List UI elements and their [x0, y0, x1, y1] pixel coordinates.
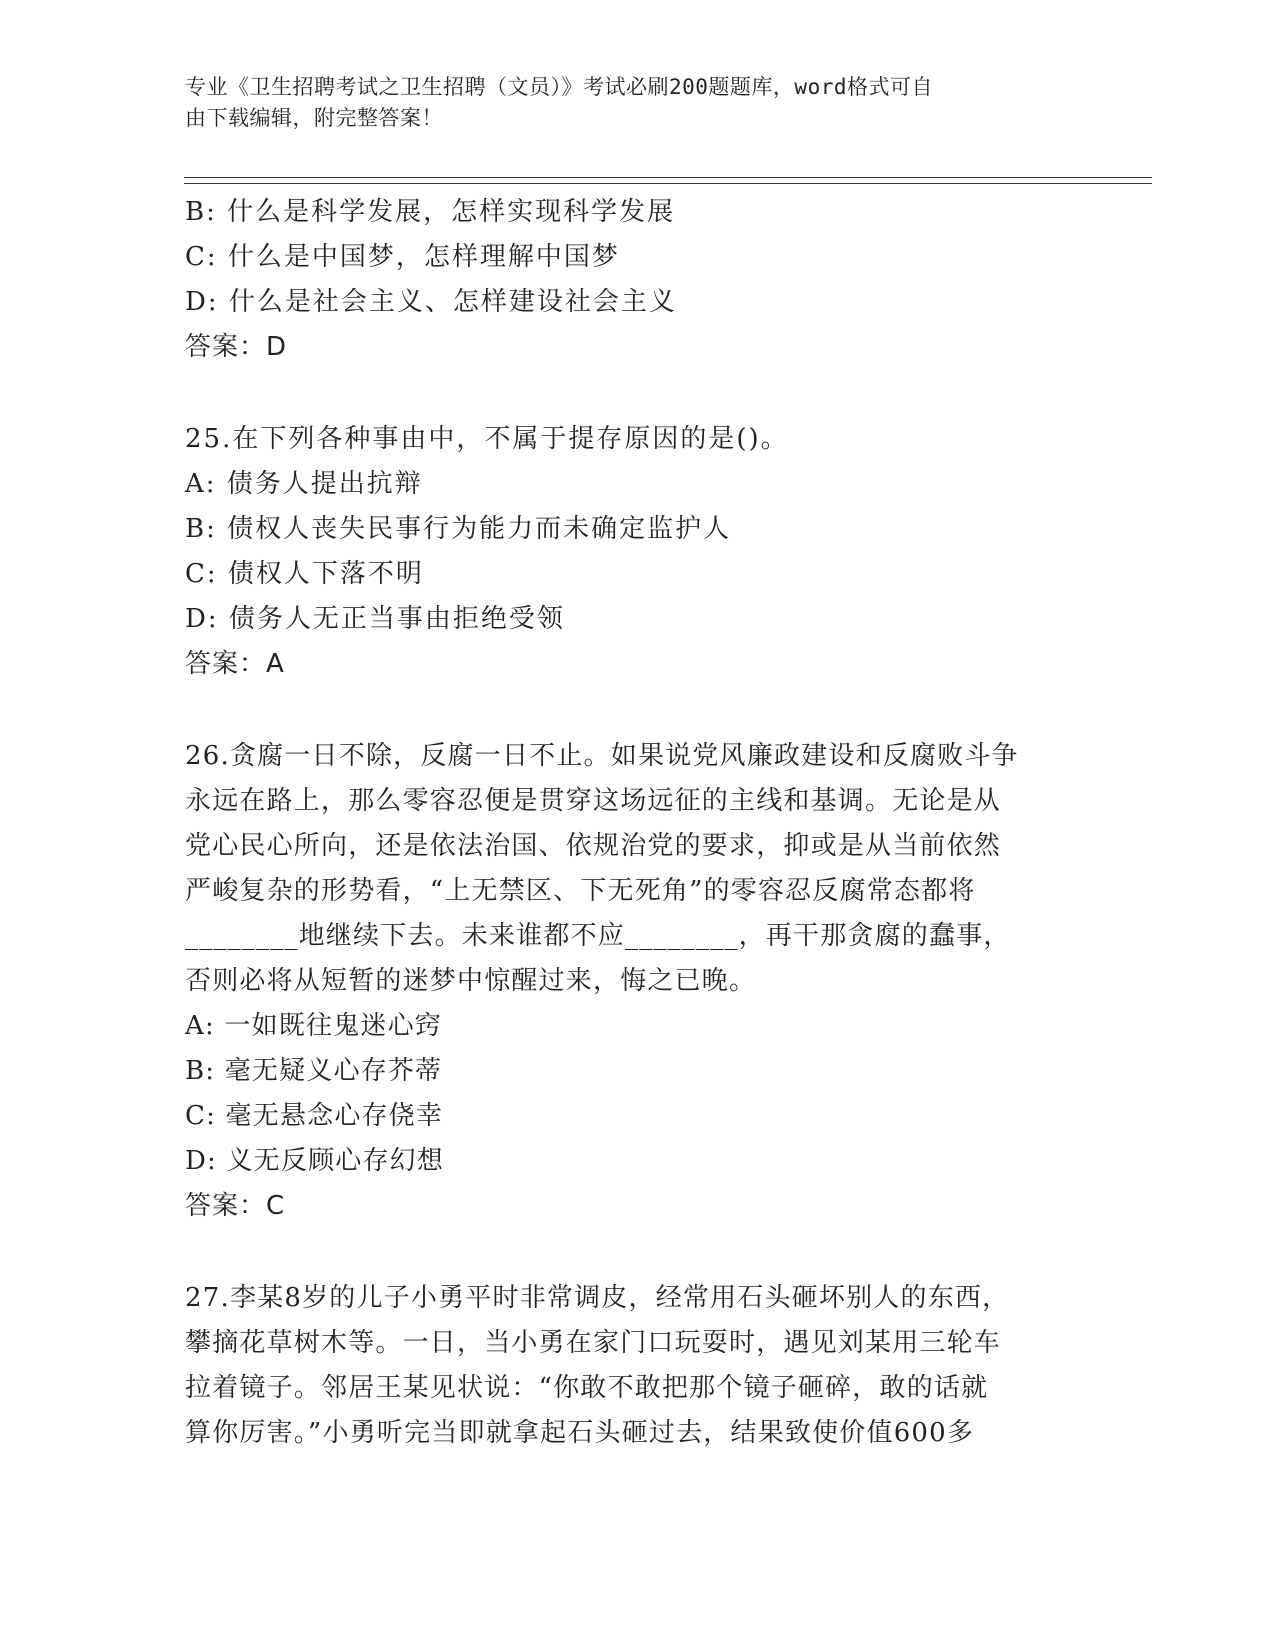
question-25 — [185, 417, 1085, 687]
q25-option-a: A: 债务人提出抗辩 — [185, 469, 423, 499]
q25-option-d: D: 债务人无正当事由拒绝受领 — [185, 604, 565, 634]
q26-question-line: 否则必将从短暂的迷梦中惊醒过来，悔之已晚。 — [185, 966, 757, 996]
document-header — [185, 72, 1065, 134]
q26-question-line: ________地继续下去。未来谁都不应________，再干那贪腐的蠢事， — [185, 921, 1011, 951]
q24-answer: 答案：D — [185, 332, 288, 362]
q27-question-line: 算你厉害。”小勇听完当即就拿起石头砸过去，结果致使价值600多 — [185, 1418, 975, 1448]
q26-question-line: 严峻复杂的形势看，“上无禁区、下无死角”的零容忍反腐常态都将 — [185, 876, 976, 906]
q25-answer: 答案：A — [185, 649, 285, 679]
q26-answer: 答案：C — [185, 1191, 286, 1221]
q25-option-b: B: 债权人丧失民事行为能力而未确定监护人 — [185, 514, 732, 544]
q26-option-b: B: 毫无疑义心存芥蒂 — [185, 1056, 443, 1086]
spacer — [185, 1229, 1085, 1276]
question-26 — [185, 734, 1085, 1229]
question-27 — [185, 1276, 1085, 1456]
document-body — [185, 190, 1085, 1456]
q26-option-d: D: 义无反顾心存幻想 — [185, 1146, 445, 1176]
q24-option-d: D: 什么是社会主义、怎样建设社会主义 — [185, 287, 677, 317]
q25-question: 25.在下列各种事由中，不属于提存原因的是()。 — [185, 424, 789, 454]
spacer — [185, 687, 1085, 734]
q26-question-line: 永远在路上，那么零容忍便是贯穿这场远征的主线和基调。无论是从 — [185, 786, 1002, 816]
q24-option-c: C: 什么是中国梦，怎样理解中国梦 — [185, 242, 620, 272]
q26-question-line: 党心民心所向，还是依法治国、依规治党的要求，抑或是从当前依然 — [185, 831, 1002, 861]
question-24 — [185, 190, 1085, 370]
header-line-2: 由下载编辑，附完整答案！ — [185, 106, 443, 130]
spacer — [185, 370, 1085, 417]
header-divider-top — [184, 177, 1152, 178]
header-divider-bottom — [184, 183, 1152, 184]
q26-option-a: A: 一如既往鬼迷心窍 — [185, 1011, 443, 1041]
q26-question-line: 26.贪腐一日不除，反腐一日不止。如果说党风廉政建设和反腐败斗争 — [185, 741, 1019, 771]
q27-question-line: 攀摘花草树木等。一日，当小勇在家门口玩耍时，遇见刘某用三轮车 — [185, 1328, 1002, 1358]
q27-question-line: 27.李某8岁的儿子小勇平时非常调皮，经常用石头砸坏别人的东西， — [185, 1283, 1010, 1313]
q24-option-b: B: 什么是科学发展，怎样实现科学发展 — [185, 197, 676, 227]
q25-option-c: C: 债权人下落不明 — [185, 559, 424, 589]
header-line-1: 专业《卫生招聘考试之卫生招聘（文员）》考试必刷200题题库，word格式可自 — [185, 75, 933, 99]
q26-option-c: C: 毫无悬念心存侥幸 — [185, 1101, 444, 1131]
q27-question-line: 拉着镜子。邻居王某见状说：“你敢不敢把那个镜子砸碎，敢的话就 — [185, 1373, 989, 1403]
